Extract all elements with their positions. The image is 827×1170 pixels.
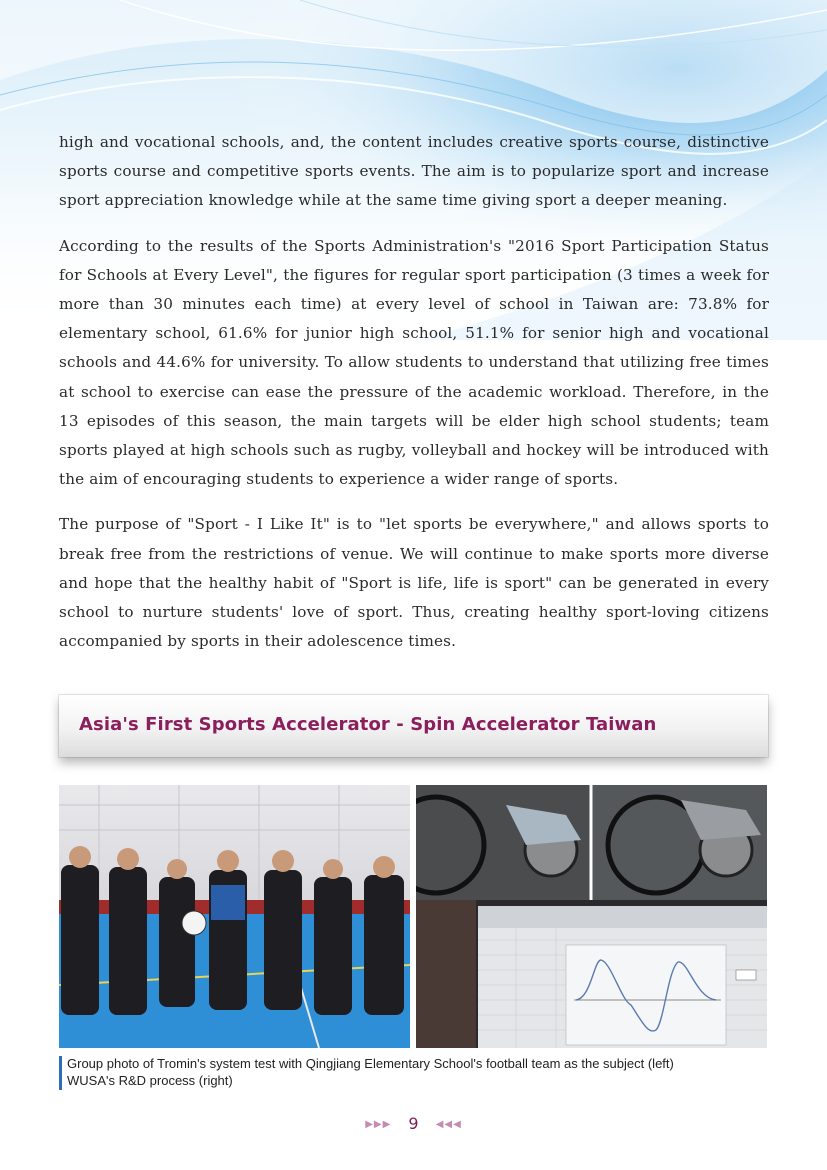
spreadsheet-chart-photo <box>416 900 767 1048</box>
paragraph-2: According to the results of the Sports Administration's "2016 Sport Participation Status for Schools at Every Level", the figures for regular sport participation (3 times a week for more than 30 minutes each time) at every level of school in Taiwan are: 73.8% for elementary school, 61.6% for junior high school, 51.1% for senior high and vocational schools and 44.6% for university. To allow students to understand that utilizing free times at school to exercise can ease the pressure of the academic workload. Therefore, in the 13 episodes of this season, the main targets will be elder high school students; team sports played at high schools such as rugby, volleyball and hockey will be introduced with the aim of encouraging students to experience a wider range of sports. <box>59 236 769 489</box>
page-number: 9 <box>408 1114 419 1133</box>
section-heading-box <box>59 695 768 757</box>
photo-caption <box>67 1055 769 1089</box>
caption-line-1: Group photo of Tromin's system test with Qingjiang Elementary School's football team as the subject (left) <box>67 1056 674 1071</box>
page-footer <box>0 1114 827 1133</box>
paragraph-3: The purpose of "Sport - I Like It" is to "let sports be everywhere," and allows sports to break free from the restrictions of venue. We will continue to make sports more diverse and hope that the healthy habit of "Sport is life, life is sport" can be generated in every school to nurture students' love of sport. Thus, creating healthy sport-loving citizens accompanied by sports in their adolescence times. <box>59 515 769 651</box>
caption-accent-bar <box>59 1056 62 1090</box>
group-photo-image <box>59 785 410 1048</box>
right-arrows-icon: ▶▶▶ <box>365 1119 392 1130</box>
spreadsheet-chart-image <box>416 900 767 1048</box>
bike-pedal-photo <box>416 785 767 900</box>
caption-line-2: WUSA's R&D process (right) <box>67 1073 233 1088</box>
bike-pedal-image <box>416 785 767 900</box>
article-body <box>59 128 769 672</box>
group-photo <box>59 785 410 1048</box>
section-title: Asia's First Sports Accelerator - Spin Accelerator Taiwan <box>79 714 657 735</box>
left-arrows-icon: ◀◀◀ <box>435 1119 462 1130</box>
paragraph-1: high and vocational schools, and, the content includes creative sports course, distinctive sports course and competitive sports events. The aim is to popularize sport and increase sport appreciation knowledge while at the same time giving sport a deeper meaning. <box>59 133 769 210</box>
